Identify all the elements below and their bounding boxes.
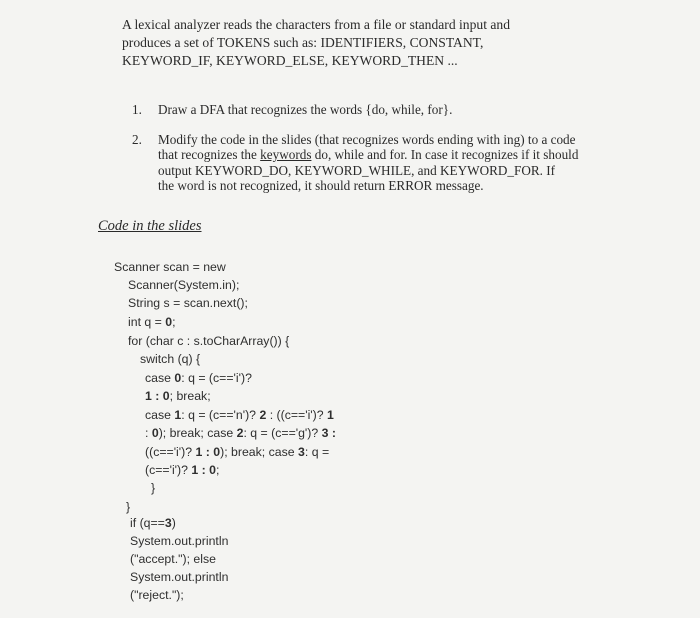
task-text: output KEYWORD_DO, KEYWORD_WHILE, and KEYWORD_FOR. If [158,162,556,178]
task-item [118,132,638,194]
intro-line: produces a set of TOKENS such as: IDENTIFIERS, CONSTANT, [122,35,484,50]
intro-line: A lexical analyzer reads the characters from a file or standard input and [122,17,510,32]
task-number: 1. [132,102,142,117]
code-line: ("accept."); else [130,552,216,566]
code-line: if (q==3) [130,516,176,530]
code-line: } [126,500,131,514]
task-item [118,102,638,118]
section-heading: Code in the slides [98,218,202,234]
intro-line: KEYWORD_IF, KEYWORD_ELSE, KEYWORD_THEN ... [122,53,458,68]
code-line: ((c=='i')? 1 : 0); break; case 3: q = [145,445,330,459]
code-line: Scanner scan = new [114,260,226,274]
code-line: String s = scan.next(); [128,296,248,310]
code-line: Scanner(System.in); [128,278,240,292]
code-line: int q = 0; [128,315,176,329]
task-text: Modify the code in the slides (that recognizes words ending with ing) to a code [158,131,576,147]
intro-paragraph [122,16,602,70]
code-line: : 0); break; case 2: q = (c=='g')? 3 : [145,426,336,440]
task-list [118,102,638,208]
code-line: System.out.println [130,534,229,548]
code-line: case 1: q = (c=='n')? 2 : ((c=='i')? 1 [145,408,334,422]
code-line: switch (q) { [140,352,201,366]
code-line: (c=='i')? 1 : 0; [145,463,220,477]
task-number: 2. [132,131,142,147]
code-line: case 0: q = (c=='i')? [145,371,252,385]
code-line: for (char c : s.toCharArray()) { [128,334,290,348]
task-text: the word is not recognized, it should return ERROR message. [158,178,484,193]
code-line: ("reject."); [130,588,184,602]
code-line: 1 : 0; break; [145,389,211,403]
task-text: Draw a DFA that recognizes the words {do, while, for}. [158,102,453,117]
code-line: } [151,481,156,495]
task-text: that recognizes the keywords do, while and for. In case it recognizes if it should [158,147,579,162]
code-line: System.out.println [130,570,229,584]
